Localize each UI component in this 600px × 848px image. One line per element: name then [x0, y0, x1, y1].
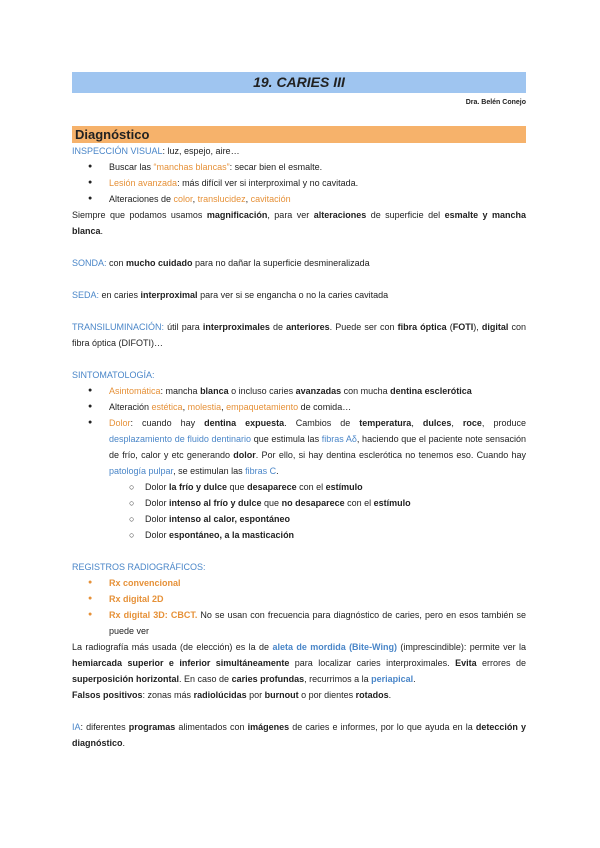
text: que — [227, 482, 248, 492]
bold-text: intenso al calor, espontáneo — [169, 514, 291, 524]
bold-text: la frío y dulce — [169, 482, 228, 492]
text: por — [246, 690, 265, 700]
bold-text: dentina esclerótica — [390, 386, 472, 396]
bold-text: Evita — [455, 658, 477, 668]
text: , produce — [481, 418, 526, 428]
text: que estimula las — [251, 434, 322, 444]
highlight: Lesión avanzada — [109, 178, 178, 188]
text: (imprescindible): permite ver la — [396, 642, 526, 652]
bold-text: imágenes — [247, 722, 290, 732]
bold-text: esmalte y mancha blanca — [72, 210, 526, 236]
text: : cuando hay — [130, 418, 205, 428]
bold-text: desaparece — [247, 482, 297, 492]
page-title: 19. CARIES III — [72, 72, 526, 93]
text: : más difícil ver si interproximal y no cavitada. — [177, 178, 359, 188]
bold-text: rotados — [355, 690, 389, 700]
radiograficos-heading — [72, 559, 526, 575]
text: , recurrimos a la — [304, 674, 372, 684]
text: con fibra óptica (DIFOTI)… — [72, 322, 527, 348]
sintomatologia-label: SINTOMATOLOGÍA: — [72, 370, 155, 380]
falsos-positivos-paragraph — [72, 687, 526, 703]
text: , — [411, 418, 423, 428]
bold-text: estímulo — [325, 482, 363, 492]
list-item — [72, 575, 526, 591]
text: . — [276, 466, 279, 476]
text: : mancha — [160, 386, 201, 396]
highlight: Asintomática — [109, 386, 161, 396]
highlight: cavitación — [250, 194, 291, 204]
bold-text: roce — [462, 418, 482, 428]
inspeccion-paragraph — [72, 143, 526, 159]
bold-text: Falsos positivos — [72, 690, 143, 700]
bold-text: interproximal — [140, 290, 198, 300]
highlight: periapical — [371, 674, 414, 684]
bold-text: superposición horizontal — [72, 674, 180, 684]
text: La radiografía más usada (de elección) es la de — [72, 642, 273, 652]
text: de caries e informes, por lo que ayuda en la — [289, 722, 476, 732]
text: No se usan con frecuencia para diagnóstico de caries, pero en esos también se puede ver — [109, 610, 526, 636]
list-item — [72, 191, 526, 207]
text: útil para — [164, 322, 203, 332]
text: . — [413, 674, 416, 684]
bold-text: burnout — [264, 690, 299, 700]
text: Dolor — [145, 498, 170, 508]
bold-text: hemiarcada superior e inferior simultáneamente — [72, 658, 290, 668]
sonda-label: SONDA: — [72, 258, 107, 268]
text: o incluso caries — [228, 386, 296, 396]
text: con — [106, 258, 127, 268]
text: con el — [296, 482, 326, 492]
highlight: Dolor — [109, 418, 131, 428]
text: , se estimulan las — [173, 466, 246, 476]
sub-list-item — [72, 479, 526, 495]
highlight: empaquetamiento — [226, 402, 299, 412]
highlight: estética — [151, 402, 183, 412]
bold-text: alteraciones — [313, 210, 367, 220]
bold-text: caries profundas — [231, 674, 305, 684]
text: : secar bien el esmalte. — [229, 162, 323, 172]
author-label: Dra. Belén Conejo — [465, 99, 526, 106]
highlight: aleta de mordida (Bite-Wing) — [272, 642, 397, 652]
bold-text: FOTI — [452, 322, 474, 332]
text: en caries — [99, 290, 141, 300]
bold-text: digital — [481, 322, 509, 332]
text: de — [269, 322, 287, 332]
section-heading: Diagnóstico — [72, 126, 526, 143]
text: . En caso de — [179, 674, 232, 684]
seda-paragraph — [72, 287, 526, 303]
text: , — [182, 402, 188, 412]
text: , para ver — [267, 210, 314, 220]
text: , — [245, 194, 251, 204]
radiografia-paragraph — [72, 639, 526, 687]
sintomatologia-list — [72, 383, 526, 543]
sintomatologia-heading — [72, 367, 526, 383]
text: de comida… — [298, 402, 352, 412]
highlight: Rx convencional — [109, 578, 181, 588]
text: . — [122, 738, 126, 748]
radiograficos-label: REGISTROS RADIOGRÁFICOS: — [72, 562, 206, 572]
bold-text: fibra óptica — [397, 322, 447, 332]
text: , — [192, 194, 198, 204]
bold-text: mucho cuidado — [126, 258, 193, 268]
text: . Cambios de — [284, 418, 360, 428]
text: o por dientes — [298, 690, 356, 700]
text: errores de — [476, 658, 526, 668]
list-item — [72, 591, 526, 607]
bold-text: anteriores — [286, 322, 330, 332]
text: , — [221, 402, 227, 412]
text: , haciendo que el paciente note sensación de frío, calor y etc generando — [109, 434, 526, 460]
highlight: patología pulpar — [109, 466, 174, 476]
highlight: color — [173, 194, 193, 204]
bold-text: no desaparece — [281, 498, 345, 508]
highlight: molestia — [187, 402, 222, 412]
inspeccion-text: : luz, espejo, aire… — [162, 146, 240, 156]
text: Siempre que podamos usamos — [72, 210, 207, 220]
text: : diferentes — [80, 722, 129, 732]
text: Buscar las — [109, 162, 154, 172]
bold-text: magnificación — [206, 210, 268, 220]
text: ), — [473, 322, 482, 332]
list-item — [72, 607, 526, 639]
highlight: “manchas blancas” — [153, 162, 230, 172]
text: : zonas más — [142, 690, 194, 700]
text: . — [100, 226, 104, 236]
text: para no dañar la superficie desmineralizada — [192, 258, 370, 268]
ia-label: IA — [72, 722, 81, 732]
highlight: Rx digital 3D: CBCT. — [109, 610, 198, 620]
transiluminacion-paragraph — [72, 319, 526, 351]
text: ( — [446, 322, 453, 332]
text: Dolor — [145, 482, 170, 492]
text: Alteraciones de — [109, 194, 174, 204]
highlight: translucidez — [197, 194, 246, 204]
ia-paragraph — [72, 719, 526, 751]
document-page — [72, 72, 526, 751]
text: para localizar caries interproximales. — [289, 658, 456, 668]
text: Alteración — [109, 402, 152, 412]
text: alimentados con — [175, 722, 248, 732]
bold-text: detección y diagnóstico — [72, 722, 526, 748]
sonda-paragraph — [72, 255, 526, 271]
bold-text: estímulo — [373, 498, 411, 508]
list-item — [72, 159, 526, 175]
magnificacion-paragraph — [72, 207, 526, 239]
bold-text: dentina expuesta — [204, 418, 285, 428]
highlight: fibras C — [245, 466, 277, 476]
text: . — [388, 690, 392, 700]
highlight: Rx digital 2D — [109, 594, 164, 604]
text: Dolor — [145, 514, 170, 524]
bold-text: dulces — [422, 418, 452, 428]
highlight: fibras Aδ — [321, 434, 357, 444]
bold-text: dolor — [233, 450, 256, 460]
list-item — [72, 399, 526, 415]
bold-text: blanca — [200, 386, 229, 396]
bold-text: programas — [128, 722, 176, 732]
text: . Por ello, si hay dentina esclerótica no tenemos eso. Cuando hay — [255, 450, 527, 460]
list-item — [72, 415, 526, 479]
sub-list-item — [72, 527, 526, 543]
sub-list-item — [72, 511, 526, 527]
text: Dolor — [145, 530, 170, 540]
text: que — [261, 498, 282, 508]
transiluminacion-label: TRANSILUMINACIÓN: — [72, 322, 165, 332]
text: con el — [344, 498, 374, 508]
bold-text: radiolúcidas — [193, 690, 247, 700]
inspeccion-label: INSPECCIÓN VISUAL — [72, 146, 163, 156]
inspeccion-list — [72, 159, 526, 207]
bold-text: espontáneo, a la masticación — [169, 530, 295, 540]
list-item — [72, 383, 526, 399]
bold-text: avanzadas — [295, 386, 342, 396]
sub-list-item — [72, 495, 526, 511]
text: de superficie del — [366, 210, 445, 220]
bold-text: intenso al frío y dulce — [169, 498, 262, 508]
text: . Puede ser con — [329, 322, 398, 332]
seda-label: SEDA: — [72, 290, 100, 300]
radiograficos-list — [72, 575, 526, 639]
text: para ver si se engancha o no la caries cavitada — [197, 290, 389, 300]
bold-text: interproximales — [202, 322, 270, 332]
text: con mucha — [341, 386, 391, 396]
text: , — [451, 418, 463, 428]
list-item — [72, 175, 526, 191]
bold-text: temperatura — [359, 418, 412, 428]
highlight: desplazamiento de fluido dentinario — [109, 434, 252, 444]
